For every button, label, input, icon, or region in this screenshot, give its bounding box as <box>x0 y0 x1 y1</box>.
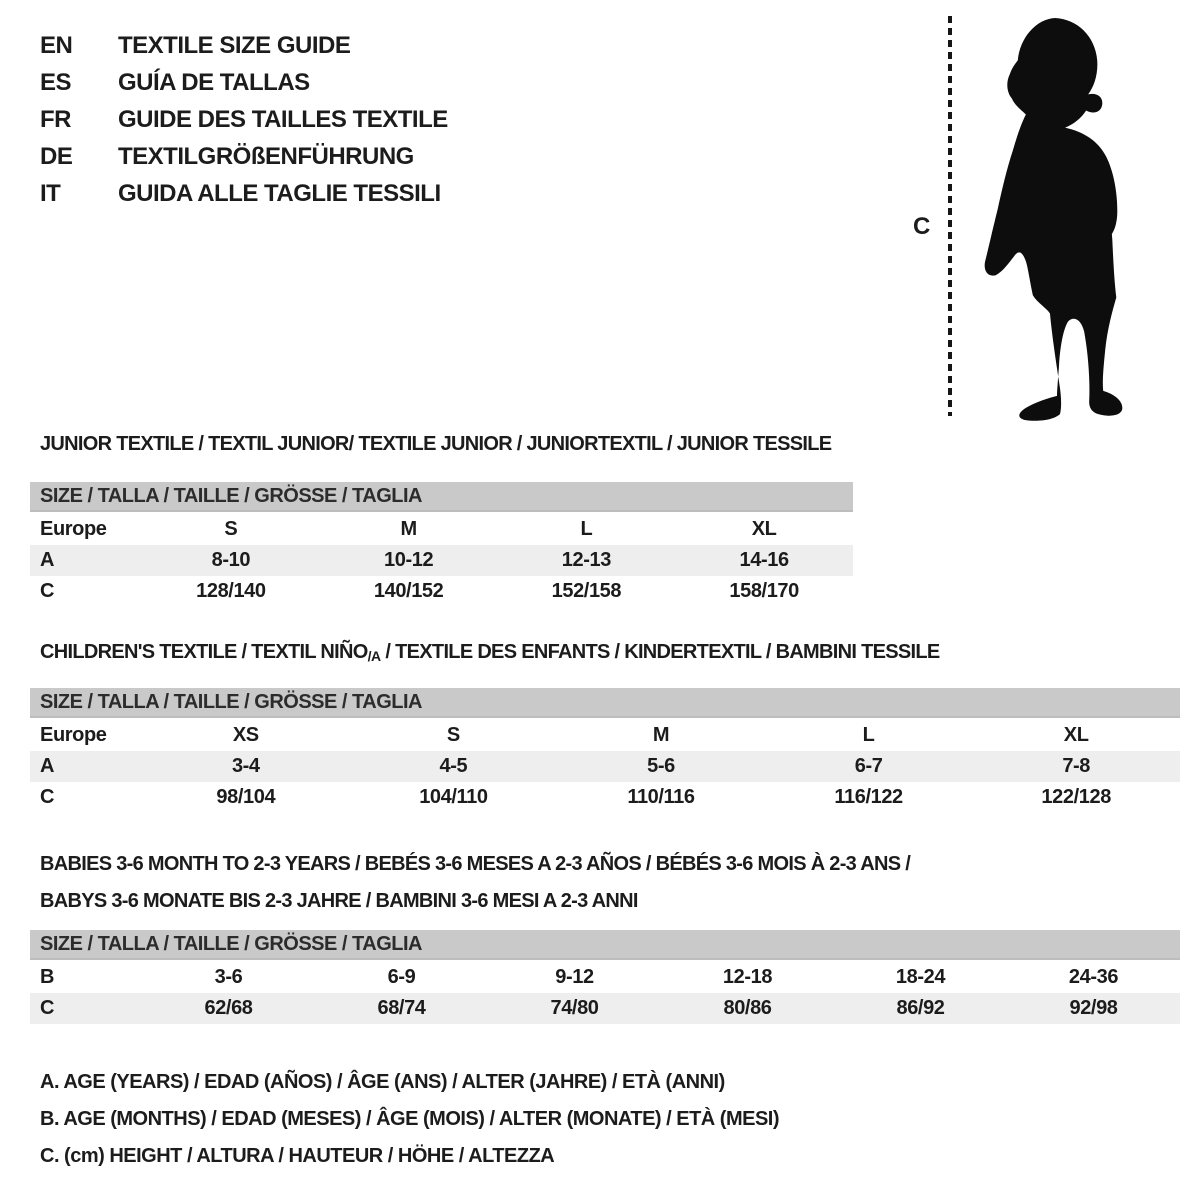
value-cell: 110/116 <box>627 786 695 808</box>
measurement-legend <box>40 1064 779 1175</box>
guide-title: GUÍA DE TALLAS <box>118 68 310 96</box>
value-cell: 158/170 <box>729 580 799 602</box>
language-title-list <box>40 27 448 212</box>
table-row-height <box>30 993 1180 1024</box>
row-label: Europe <box>40 724 107 746</box>
size-header-bar: SIZE / TALLA / TAILLE / GRÖSSE / TAGLIA <box>30 688 1180 718</box>
value-cell: 122/128 <box>1041 786 1111 808</box>
table-row-age-months <box>30 962 1180 993</box>
value-cell: 5-6 <box>647 755 675 777</box>
children-title-post: / TEXTILE DES ENFANTS / KINDERTEXTIL / BAMBINI TESSILE <box>380 641 940 663</box>
row-label: C <box>40 997 55 1019</box>
value-cell: 3-6 <box>214 966 243 988</box>
size-header-bar: SIZE / TALLA / TAILLE / GRÖSSE / TAGLIA <box>30 482 853 512</box>
value-cell: 18-24 <box>895 966 946 988</box>
row-label: C <box>40 580 55 602</box>
language-code: FR <box>40 105 71 133</box>
value-cell: 12-18 <box>722 966 773 988</box>
language-row-it <box>40 175 448 212</box>
babies-title-line-2: BABYS 3-6 MONATE BIS 2-3 JAHRE / BAMBINI 3-6 MESI A 2-3 ANNI <box>40 890 638 912</box>
legend-line-a: A. AGE (YEARS) / EDAD (AÑOS) / ÂGE (ANS) / ALTER (JAHRE) / ETÀ (ANNI) <box>40 1071 725 1093</box>
size-cell: L <box>862 724 875 746</box>
size-cell: S <box>224 518 238 540</box>
height-measure-dashed-line <box>948 16 952 416</box>
value-cell: 86/92 <box>896 997 945 1019</box>
table-row-age <box>30 545 853 576</box>
size-header-bar: SIZE / TALLA / TAILLE / GRÖSSE / TAGLIA <box>30 930 1180 960</box>
legend-line-b: B. AGE (MONTHS) / EDAD (MESES) / ÂGE (MOIS) / ALTER (MONATE) / ETÀ (MESI) <box>40 1108 780 1130</box>
value-cell: 128/140 <box>196 580 266 602</box>
language-code: IT <box>40 179 61 207</box>
children-size-table <box>30 688 1180 813</box>
language-row-en <box>40 27 448 64</box>
value-cell: 3-4 <box>231 755 260 777</box>
value-cell: 140/152 <box>373 580 444 602</box>
value-cell: 62/68 <box>204 997 253 1019</box>
language-code: DE <box>40 142 73 170</box>
value-cell: 4-5 <box>439 755 468 777</box>
size-cell: M <box>652 724 670 746</box>
value-cell: 74/80 <box>550 997 599 1019</box>
babies-title-line-1: BABIES 3-6 MONTH TO 2-3 YEARS / BEBÉS 3-6 MESES A 2-3 AÑOS / BÉBÉS 3-6 MOIS À 2-3 ANS / <box>40 853 911 875</box>
babies-section-title <box>40 846 910 920</box>
row-label: A <box>40 755 55 777</box>
value-cell: 98/104 <box>216 786 276 808</box>
legend-line-c: C. (cm) HEIGHT / ALTURA / HAUTEUR / HÖHE / ALTEZZA <box>40 1145 555 1167</box>
children-title-subscript: /A <box>367 648 381 664</box>
guide-title: GUIDA ALLE TAGLIE TESSILI <box>118 179 441 207</box>
guide-title: TEXTILE SIZE GUIDE <box>118 31 351 59</box>
size-cell: L <box>580 518 593 540</box>
value-cell: 9-12 <box>555 966 594 988</box>
language-code: ES <box>40 68 72 96</box>
row-label: Europe <box>40 518 107 540</box>
value-cell: 24-36 <box>1068 966 1119 988</box>
size-cell: M <box>400 518 417 540</box>
value-cell: 7-8 <box>1062 755 1091 777</box>
guide-title: TEXTILGRÖßENFÜHRUNG <box>118 142 414 170</box>
size-cell: XL <box>751 518 777 540</box>
value-cell: 10-12 <box>384 549 434 571</box>
value-cell: 116/122 <box>834 786 903 808</box>
value-cell: 92/98 <box>1069 997 1118 1019</box>
size-cell: XS <box>232 724 259 746</box>
height-measure-label: C <box>913 213 931 240</box>
value-cell: 152/158 <box>551 580 622 602</box>
value-cell: 80/86 <box>723 997 772 1019</box>
table-row-age <box>30 751 1180 782</box>
language-row-fr <box>40 101 448 138</box>
value-cell: 12-13 <box>561 549 611 571</box>
junior-section-title: JUNIOR TEXTILE / TEXTIL JUNIOR/ TEXTILE JUNIOR / JUNIORTEXTIL / JUNIOR TESSILE <box>40 433 832 455</box>
value-cell: 14-16 <box>739 549 789 571</box>
value-cell: 6-7 <box>854 755 883 777</box>
size-cell: XL <box>1063 724 1089 746</box>
table-row-sizes <box>30 720 1180 751</box>
children-title-pre: CHILDREN'S TEXTILE / TEXTIL NIÑO <box>40 641 368 663</box>
table-row-height <box>30 576 853 607</box>
table-row-height <box>30 782 1180 813</box>
junior-size-table <box>30 482 853 607</box>
guide-title: GUIDE DES TAILLES TEXTILE <box>118 105 448 133</box>
table-row-sizes <box>30 514 853 545</box>
language-row-es <box>40 64 448 101</box>
toddler-silhouette-image <box>962 12 1148 422</box>
row-label: A <box>40 549 55 571</box>
row-label: C <box>40 786 55 808</box>
language-code: EN <box>40 31 73 59</box>
value-cell: 68/74 <box>377 997 426 1019</box>
children-section-title <box>40 641 940 664</box>
row-label: B <box>40 966 55 988</box>
size-cell: S <box>446 724 460 746</box>
value-cell: 104/110 <box>419 786 488 808</box>
babies-size-table <box>30 930 1180 1024</box>
value-cell: 8-10 <box>211 549 251 571</box>
value-cell: 6-9 <box>387 966 416 988</box>
language-row-de <box>40 138 448 175</box>
